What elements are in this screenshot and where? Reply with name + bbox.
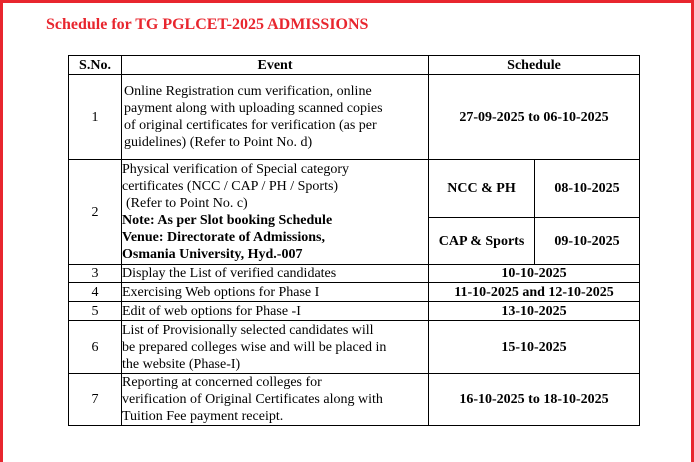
row-schedule: 27-09-2025 to 06-10-2025 (429, 75, 640, 160)
event-line: (Refer to Point No. c) (126, 196, 248, 211)
date-ncc-ph: 08-10-2025 (535, 160, 640, 218)
row-event (122, 160, 429, 265)
row-event (122, 321, 429, 374)
category-ncc-ph: NCC & PH (429, 160, 535, 218)
row-schedule: 16-10-2025 to 18-10-2025 (429, 374, 640, 426)
note-line: Note: As per Slot booking Schedule (122, 213, 333, 228)
event-line: be prepared colleges wise and will be placed in (122, 339, 387, 355)
row-sno: 2 (69, 160, 122, 265)
row-event (122, 265, 429, 283)
header-sno: S.No. (69, 56, 122, 75)
row-sno: 7 (69, 374, 122, 426)
event-line: verification of Original Certificates along with (122, 392, 383, 407)
row-sno: 5 (69, 302, 122, 321)
event-line: Display the List of verified candidates (122, 266, 337, 281)
table-row (69, 283, 640, 302)
event-line: List of Provisionally selected candidates will (122, 322, 374, 338)
row-sno: 6 (69, 321, 122, 374)
row-event (122, 302, 429, 321)
row-sno: 4 (69, 283, 122, 302)
table-row (69, 265, 640, 283)
table-row (69, 302, 640, 321)
event-line: of original certificates for verification (as per (124, 118, 377, 133)
row-schedule: 10-10-2025 (429, 265, 640, 283)
event-line: the website (Phase-I) (122, 356, 241, 372)
event-line: Reporting at concerned colleges for (122, 375, 322, 390)
event-line: Edit of web options for Phase -I (122, 303, 301, 319)
table-row (69, 321, 640, 374)
table-row (69, 160, 640, 218)
row-event (122, 374, 429, 426)
category-cap-sports: CAP & Sports (429, 218, 535, 265)
row-schedule: 11-10-2025 and 12-10-2025 (429, 283, 640, 302)
row-event (122, 283, 429, 302)
event-line: certificates (NCC / CAP / PH / Sports) (122, 179, 339, 194)
table-row (69, 75, 640, 160)
header-row (69, 56, 640, 75)
date-cap-sports: 09-10-2025 (535, 218, 640, 265)
header-event: Event (122, 56, 429, 75)
event-line: Physical verification of Special category (122, 162, 350, 177)
page-title: Schedule for TG PGLCET-2025 ADMISSIONS (46, 16, 369, 33)
header-schedule: Schedule (429, 56, 640, 75)
event-line: guidelines) (Refer to Point No. d) (124, 135, 313, 150)
row-schedule: 13-10-2025 (429, 302, 640, 321)
event-line: Exercising Web options for Phase I (122, 284, 320, 300)
row-sno: 1 (69, 75, 122, 160)
row-schedule: 15-10-2025 (429, 321, 640, 374)
table-row (69, 374, 640, 426)
note-line: Osmania University, Hyd.-007 (122, 247, 303, 262)
schedule-table (68, 55, 640, 426)
event-line: Online Registration cum verification, online (124, 84, 372, 99)
row-event (122, 75, 429, 160)
event-line: payment along with uploading scanned copies (124, 101, 383, 116)
note-line: Venue: Directorate of Admissions, (122, 230, 325, 245)
row-sno: 3 (69, 265, 122, 283)
event-line: Tuition Fee payment receipt. (122, 409, 284, 424)
